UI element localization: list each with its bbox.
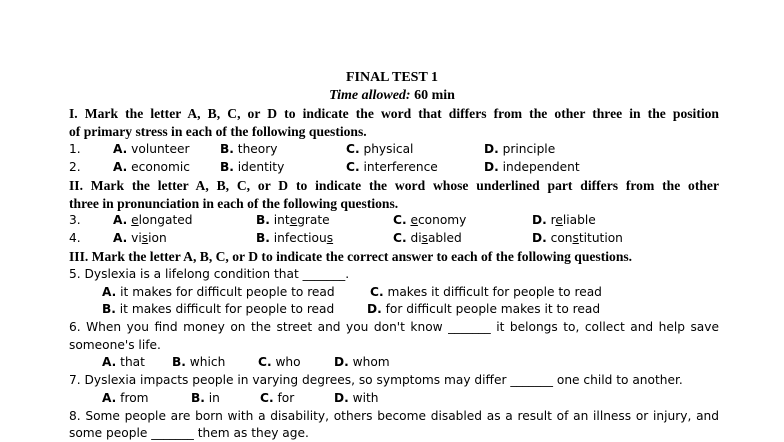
option-a[interactable]: A. volunteer bbox=[113, 142, 190, 156]
option-a[interactable]: A. it makes for difficult people to read bbox=[102, 285, 335, 299]
option-d[interactable]: D. for difficult people makes it to read bbox=[367, 302, 601, 316]
section-1-instruction-line-2: of primary stress in each of the following questions. bbox=[69, 124, 367, 139]
test-title: FINAL TEST 1 bbox=[345, 70, 439, 85]
question-8-stem-line-1: 8. Some people are born with a disability, others become disabled as a result of an illness or injury, and bbox=[69, 409, 719, 423]
option-d[interactable]: D. principle bbox=[484, 142, 556, 156]
option-c[interactable]: C. interference bbox=[346, 160, 438, 174]
section-2-instruction-line-2: three in pronunciation in each of the following questions. bbox=[69, 196, 399, 211]
option-c[interactable]: C. makes it difficult for people to read bbox=[370, 285, 602, 299]
question-5-stem: 5. Dyslexia is a lifelong condition that _______. bbox=[69, 267, 350, 281]
time-value: 60 min bbox=[414, 88, 455, 103]
option-d[interactable]: D. reliable bbox=[532, 213, 596, 227]
option-c[interactable]: C. who bbox=[258, 355, 301, 369]
option-a[interactable]: A. vision bbox=[113, 231, 167, 245]
option-d[interactable]: D. constitution bbox=[532, 231, 623, 245]
option-a[interactable]: A. economic bbox=[113, 160, 190, 174]
question-number: 4. bbox=[69, 231, 81, 245]
section-1-instruction-line-1: I. Mark the letter A, B, C, or D to indicate the word that differs from the other three in the position bbox=[69, 106, 719, 121]
option-c[interactable]: C. for bbox=[260, 391, 295, 405]
option-a[interactable]: A. from bbox=[102, 391, 149, 405]
question-number: 1. bbox=[69, 142, 81, 156]
time-label: Time allowed: bbox=[329, 88, 411, 103]
time-allowed bbox=[0, 87, 784, 104]
option-b[interactable]: B. identity bbox=[220, 160, 285, 174]
question-number: 3. bbox=[69, 213, 81, 227]
section-3-instruction: III. Mark the letter A, B, C, or D to indicate the correct answer to each of the following questions. bbox=[69, 249, 633, 264]
option-b[interactable]: B. integrate bbox=[256, 213, 330, 227]
option-c[interactable]: C. physical bbox=[346, 142, 414, 156]
option-b[interactable]: B. which bbox=[172, 355, 226, 369]
option-b[interactable]: B. infectious bbox=[256, 231, 334, 245]
question-8-stem-line-2: some people _______ them as they age. bbox=[69, 426, 309, 440]
option-c[interactable]: C. disabled bbox=[393, 231, 462, 245]
option-a[interactable]: A. that bbox=[102, 355, 145, 369]
option-c[interactable]: C. economy bbox=[393, 213, 467, 227]
question-6-stem-line-2: someone's life. bbox=[69, 338, 161, 352]
question-7-stem: 7. Dyslexia impacts people in varying degrees, so symptoms may differ _______ one child to another. bbox=[69, 373, 683, 387]
option-d[interactable]: D. with bbox=[334, 391, 379, 405]
section-2-instruction-line-1: II. Mark the letter A, B, C, or D to indicate the word whose underlined part differs from the other bbox=[69, 178, 719, 193]
option-a[interactable]: A. elongated bbox=[113, 213, 193, 227]
option-d[interactable]: D. whom bbox=[334, 355, 390, 369]
option-b[interactable]: B. in bbox=[191, 391, 220, 405]
question-number: 2. bbox=[69, 160, 81, 174]
option-b[interactable]: B. theory bbox=[220, 142, 278, 156]
question-6-stem-line-1: 6. When you find money on the street and you don't know _______ it belongs to, collect and help save bbox=[69, 320, 719, 334]
option-b[interactable]: B. it makes difficult for people to read bbox=[102, 302, 335, 316]
option-d[interactable]: D. independent bbox=[484, 160, 580, 174]
